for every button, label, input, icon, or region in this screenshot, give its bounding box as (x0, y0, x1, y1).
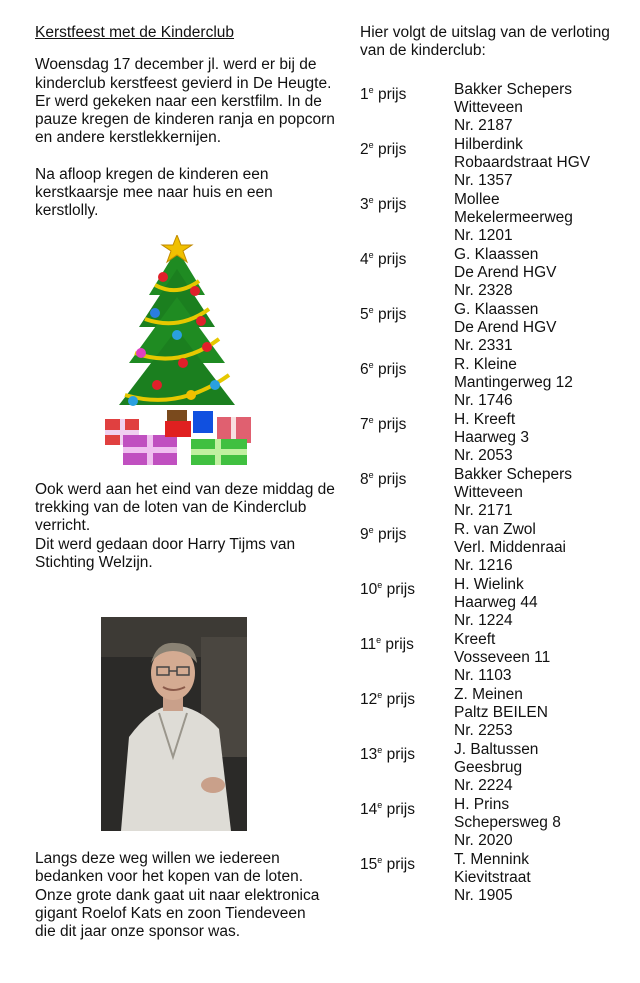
prize-item (360, 246, 630, 301)
prize-rank-number: 6 (360, 360, 369, 378)
prize-winner-nr: Nr. 1216 (454, 557, 513, 575)
prize-winner (454, 686, 630, 741)
prize-winner-addr: Schepersweg 8 (454, 813, 561, 831)
prize-rank (360, 796, 454, 851)
prize-rank (360, 741, 454, 796)
prize-rank-word: prijs (377, 525, 407, 543)
prize-winner (454, 851, 630, 906)
prize-item (360, 521, 630, 576)
prize-item (360, 796, 630, 851)
prize-rank-word: prijs (386, 800, 415, 818)
prize-rank-word: prijs (377, 85, 407, 103)
photo-harry-tijms (101, 617, 247, 831)
prize-rank (360, 356, 454, 411)
prize-rank-suffix: e (377, 744, 383, 755)
prize-winner (454, 576, 630, 631)
prize-winner-nr: Nr. 2171 (454, 502, 513, 520)
prize-rank-word: prijs (377, 140, 407, 158)
prize-winner (454, 246, 630, 301)
prize-rank-word: prijs (377, 195, 407, 213)
prize-item (360, 686, 630, 741)
prize-rank-suffix: e (368, 359, 374, 370)
prize-item (360, 851, 630, 906)
prize-winner (454, 631, 630, 686)
prize-winner-name: Mollee (454, 190, 500, 208)
prize-winner (454, 191, 630, 246)
prizes-intro: Hier volgt de uitslag van de verloting van de kinderclub: (360, 24, 610, 60)
prize-rank-suffix: e (368, 194, 374, 205)
christmas-tree-illustration (97, 235, 257, 465)
prize-rank-suffix: e (377, 854, 383, 865)
prize-rank-number: 1 (360, 85, 369, 103)
prize-rank (360, 411, 454, 466)
prize-rank-suffix: e (368, 139, 374, 150)
prize-rank-word: prijs (377, 250, 407, 268)
paragraph-harry: Dit werd gedaan door Harry Tijms van Stichting Welzijn. (35, 535, 296, 571)
prize-rank (360, 246, 454, 301)
prize-winner-name: G. Klaassen (454, 245, 539, 263)
prize-winner (454, 796, 630, 851)
prize-winner-addr: Haarweg 3 (454, 428, 529, 446)
prize-rank-suffix: e (368, 524, 374, 535)
prize-item (360, 191, 630, 246)
prize-item (360, 576, 630, 631)
paragraph-afloop: Na afloop kregen de kinderen een kerstkaarsje mee naar huis en een kerstlolly. (35, 165, 273, 220)
prize-rank-number: 15 (360, 855, 378, 873)
right-column (360, 24, 630, 906)
prize-rank-word: prijs (386, 580, 415, 598)
prize-rank-word: prijs (377, 415, 407, 433)
prize-winner-addr: Vosseveen 11 (454, 648, 551, 666)
article-title: Kerstfeest met de Kinderclub (35, 24, 235, 41)
prize-winner-addr: Paltz BEILEN (454, 703, 548, 721)
prize-list (360, 81, 630, 906)
prize-winner-addr: Kievitstraat (454, 868, 531, 886)
prize-winner-addr: Verl. Middenraai (454, 538, 567, 556)
prize-winner-addr: Geesbrug (454, 758, 523, 776)
thanks-paragraph-container (35, 850, 325, 941)
prize-rank-number: 11 (360, 635, 377, 653)
prize-item (360, 411, 630, 466)
prize-rank (360, 191, 454, 246)
prize-rank-number: 3 (360, 195, 369, 213)
prize-rank-word: prijs (377, 470, 407, 488)
prize-winner (454, 411, 630, 466)
prize-rank-number: 2 (360, 140, 369, 158)
prize-item (360, 466, 630, 521)
prize-winner-name: R. van Zwol (454, 520, 536, 538)
prize-winner-addr: Mekelermeerweg (454, 208, 573, 226)
prize-winner (454, 81, 630, 136)
prize-item (360, 301, 630, 356)
prize-rank-number: 5 (360, 305, 369, 323)
prize-winner (454, 521, 630, 576)
prize-rank (360, 851, 454, 906)
prize-rank-suffix: e (368, 414, 374, 425)
prize-rank-suffix: e (376, 634, 382, 645)
prize-rank-number: 12 (360, 690, 378, 708)
prize-rank (360, 631, 454, 686)
paragraph-trekking: Ook werd aan het eind van deze middag de trekking van de loten van de Kinderclub verricht. (35, 480, 335, 535)
prize-rank-suffix: e (377, 799, 383, 810)
prize-winner-name: H. Prins (454, 795, 510, 813)
left-column (35, 24, 335, 572)
prize-rank-number: 8 (360, 470, 369, 488)
prize-winner-nr: Nr. 1201 (454, 227, 513, 245)
prize-winner-name: T. Mennink (454, 850, 529, 868)
prize-rank (360, 81, 454, 136)
prize-winner-addr: Robaardstraat HGV (454, 153, 591, 171)
prize-winner (454, 356, 630, 411)
prize-winner-nr: Nr. 1905 (454, 887, 513, 905)
prize-rank-number: 14 (360, 800, 378, 818)
prize-rank (360, 466, 454, 521)
prize-rank-number: 13 (360, 745, 378, 763)
prize-rank-suffix: e (377, 689, 383, 700)
prize-item (360, 741, 630, 796)
prize-winner-nr: Nr. 1357 (454, 172, 513, 190)
prize-rank (360, 576, 454, 631)
prize-winner-name: Z. Meinen (454, 685, 523, 703)
prize-winner-nr: Nr. 2053 (454, 447, 513, 465)
prize-winner (454, 136, 630, 191)
prize-item (360, 631, 630, 686)
prize-rank-number: 7 (360, 415, 369, 433)
prize-winner-name: H. Kreeft (454, 410, 516, 428)
prize-winner-addr: Witteveen (454, 483, 523, 501)
prize-rank-suffix: e (368, 304, 374, 315)
prize-winner-nr: Nr. 1746 (454, 392, 513, 410)
prize-rank (360, 301, 454, 356)
prize-item (360, 81, 630, 136)
prize-rank (360, 136, 454, 191)
prize-winner-nr: Nr. 2328 (454, 282, 513, 300)
prize-rank-suffix: e (368, 469, 374, 480)
prize-rank-word: prijs (377, 305, 407, 323)
paragraph-thanks: Langs deze weg willen we iedereen bedanken voor het kopen van de loten. Onze grote dank gaat uit naar elektronica gigant Roelof Kats en zoon Tiendeveen die dit jaar onze sponsor was. (35, 850, 320, 941)
prize-winner-nr: Nr. 2187 (454, 117, 513, 135)
prize-winner-name: R. Kleine (454, 355, 517, 373)
prize-winner-name: Bakker Schepers (454, 80, 573, 98)
prize-rank (360, 521, 454, 576)
prize-winner-addr: Mantingerweg 12 (454, 373, 573, 391)
prize-rank-word: prijs (386, 745, 415, 763)
paragraph-intro: Woensdag 17 december jl. werd er bij de kinderclub kerstfeest gevierd in De Heugte. Er werd gekeken naar een kerstfilm. In de pauze kregen de kinderen ranja en popcorn en andere kerstlekkernijen. (35, 56, 335, 147)
prize-rank-word: prijs (385, 635, 414, 653)
prize-winner-nr: Nr. 2020 (454, 832, 513, 850)
prize-rank (360, 686, 454, 741)
prize-rank-word: prijs (386, 855, 415, 873)
prize-rank-word: prijs (386, 690, 415, 708)
prize-rank-number: 9 (360, 525, 369, 543)
prize-winner-nr: Nr. 1224 (454, 612, 513, 630)
prize-winner-addr: Witteveen (454, 98, 523, 116)
prize-rank-suffix: e (368, 249, 374, 260)
prize-winner-name: H. Wielink (454, 575, 524, 593)
prize-rank-suffix: e (368, 84, 374, 95)
prize-winner-addr: Haarweg 44 (454, 593, 538, 611)
prize-winner-name: G. Klaassen (454, 300, 539, 318)
prize-winner-addr: De Arend HGV (454, 318, 557, 336)
prize-winner-name: Hilberdink (454, 135, 523, 153)
prize-winner-nr: Nr. 2253 (454, 722, 513, 740)
prize-item (360, 356, 630, 411)
prize-winner (454, 741, 630, 796)
prize-winner-addr: De Arend HGV (454, 263, 557, 281)
prize-winner-nr: Nr. 2331 (454, 337, 513, 355)
prize-rank-number: 10 (360, 580, 378, 598)
prize-rank-word: prijs (377, 360, 407, 378)
prize-winner-name: Bakker Schepers (454, 465, 573, 483)
prize-winner-name: J. Baltussen (454, 740, 539, 758)
prize-winner-name: Kreeft (454, 630, 496, 648)
prize-winner (454, 301, 630, 356)
prize-winner-nr: Nr. 2224 (454, 777, 513, 795)
prize-winner (454, 466, 630, 521)
prize-rank-suffix: e (377, 579, 383, 590)
prize-item (360, 136, 630, 191)
prize-rank-number: 4 (360, 250, 369, 268)
prize-winner-nr: Nr. 1103 (454, 667, 512, 685)
